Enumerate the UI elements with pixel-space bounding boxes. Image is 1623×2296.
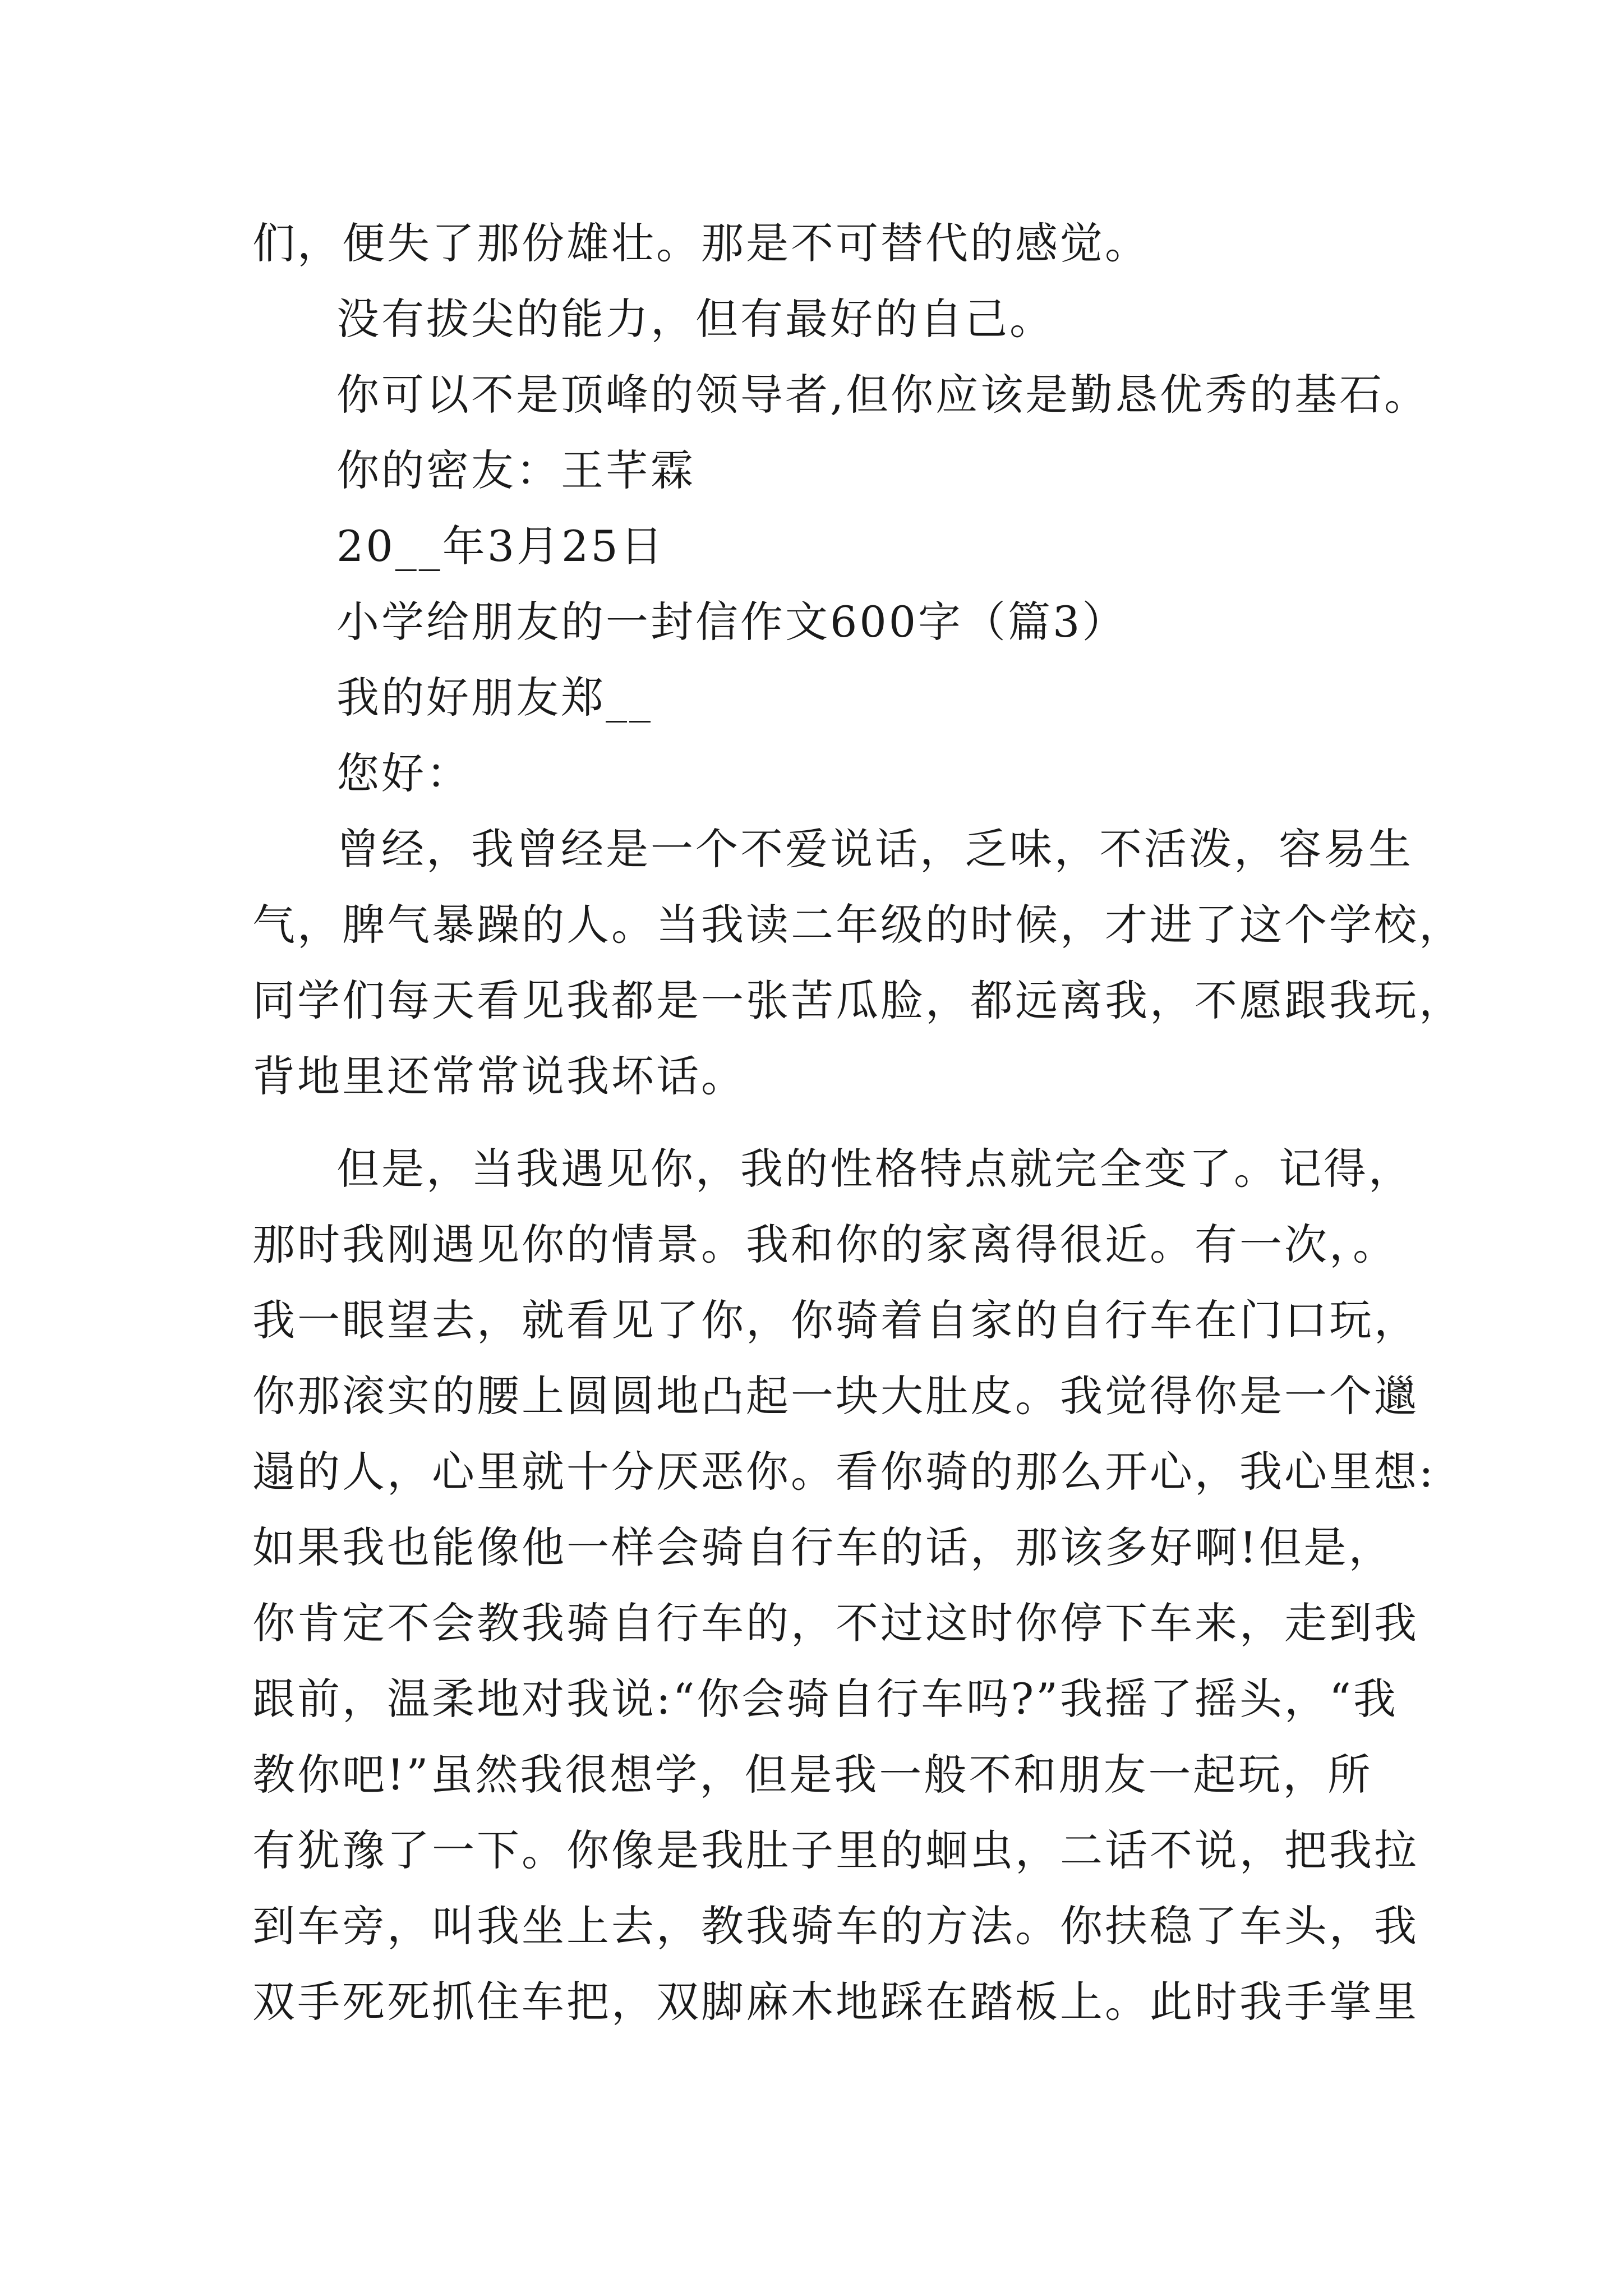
text-line: 你肯定不会教我骑自行车的，不过这时你停下车来，走到我 — [252, 1598, 1419, 1648]
text-line: 气，脾气暴躁的人。当我读二年级的时候，才进了这个学校， — [252, 900, 1464, 950]
text-line: 我一眼望去，就看见了你，你骑着自家的自行车在门口玩， — [252, 1295, 1419, 1345]
text-line: 如果我也能像他一样会骑自行车的话，那该多好啊!但是， — [252, 1522, 1394, 1572]
text-line: 曾经，我曾经是一个不爱说话，乏味，不活泼，容易生 — [336, 824, 1413, 874]
text-line: 但是，当我遇见你，我的性格特点就完全变了。记得， — [336, 1144, 1413, 1194]
text-line: 你那滚实的腰上圆圆地凸起一块大肚皮。我觉得你是一个邋 — [252, 1371, 1419, 1421]
text-line: 跟前，温柔地对我说:“你会骑自行车吗?”我摇了摇头，“我 — [252, 1674, 1398, 1724]
text-line: 没有拔尖的能力，但有最好的自己。 — [336, 294, 1054, 344]
text-line: 有犹豫了一下。你像是我肚子里的蛔虫，二话不说，把我拉 — [252, 1825, 1419, 1875]
date-line: 20__年3月25日 — [336, 521, 665, 571]
greeting-line: 您好： — [336, 748, 471, 798]
text-line: 教你吧!”虽然我很想学，但是我一般不和朋友一起玩，所 — [252, 1750, 1373, 1800]
signature-line: 你的密友：王芊霖 — [336, 445, 695, 495]
text-line: 背地里还常常说我坏话。 — [252, 1051, 746, 1101]
text-line: 们，便失了那份雄壮。那是不可替代的感觉。 — [252, 218, 1150, 268]
salutation-line: 我的好朋友郑__ — [336, 673, 653, 723]
text-line: 你可以不是顶峰的领导者,但你应该是勤恳优秀的基石。 — [336, 370, 1430, 420]
text-line: 双手死死抓住车把，双脚麻木地踩在踏板上。此时我手掌里 — [252, 1977, 1419, 2027]
text-line: 遢的人，心里就十分厌恶你。看你骑的那么开心，我心里想: — [252, 1447, 1436, 1497]
text-line: 那时我刚遇见你的情景。我和你的家离得很近。有一次，。 — [252, 1220, 1398, 1269]
text-line: 到车旁，叫我坐上去，教我骑车的方法。你扶稳了车头，我 — [252, 1901, 1419, 1951]
section-title: 小学给朋友的一封信作文600字（篇3） — [336, 597, 1127, 647]
text-line: 同学们每天看见我都是一张苦瓜脸，都远离我，不愿跟我玩， — [252, 976, 1464, 1025]
